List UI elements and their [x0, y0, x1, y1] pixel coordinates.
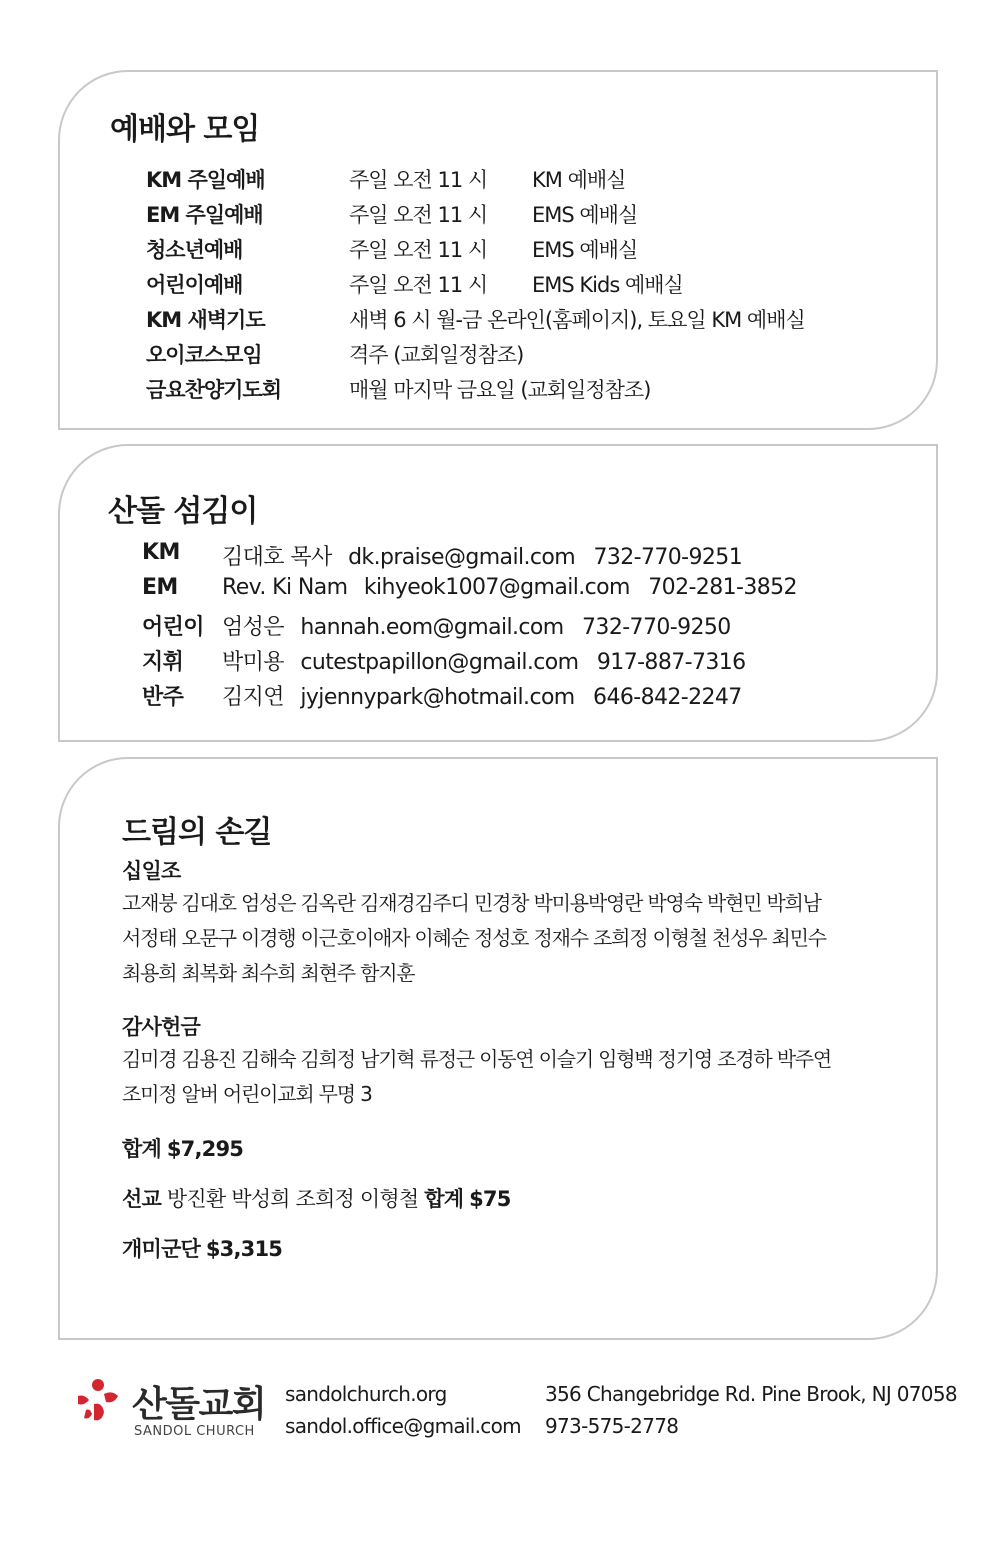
offering-title: 드림의 손길: [122, 815, 272, 850]
worship-place: EMS 예배실: [532, 238, 638, 262]
servant-phone: 702-281-3852: [648, 575, 797, 600]
offering-card: [58, 757, 938, 1340]
servant-email: cutestpapillon@gmail.com: [300, 650, 579, 675]
servant-email: kihyeok1007@gmail.com: [363, 575, 630, 600]
servants-title: 산돌 섬김이: [108, 494, 258, 529]
pioneer-amount: $3,315: [205, 1237, 283, 1261]
worship-time: 새벽 6 시 월-금 온라인(홈페이지), 토요일 KM 예배실: [349, 308, 805, 332]
worship-name: KM 새벽기도: [146, 308, 265, 332]
worship-name: 오이코스모임: [146, 343, 262, 367]
worship-place: KM 예배실: [532, 168, 626, 192]
worship-time: 주일 오전 11 시: [349, 168, 488, 192]
tithe-names: [122, 886, 912, 991]
tithe-line: 최용희 최복화 최수희 최현주 함지훈: [122, 961, 415, 985]
worship-title: 예배와 모임: [110, 112, 260, 147]
mission-label: 선교: [122, 1187, 161, 1211]
worship-name: KM 주일예배: [146, 168, 265, 192]
servant-phone: 732-770-9251: [593, 545, 743, 570]
servant-role: 지휘: [142, 650, 184, 675]
worship-time: 주일 오전 11 시: [349, 238, 488, 262]
worship-name: 어린이예배: [146, 273, 243, 297]
mission-total-label: 합계: [424, 1187, 464, 1211]
worship-card: [58, 70, 938, 430]
mission-amount: $75: [469, 1187, 511, 1211]
pioneer-line: [122, 1233, 282, 1263]
worship-time: 주일 오전 11 시: [349, 273, 488, 297]
thanks-line: 조미정 알버 어린이교회 무명 3: [122, 1082, 372, 1106]
servant-role: EM: [142, 575, 178, 600]
servant-name: 김지연: [222, 685, 284, 710]
servant-name: Rev. Ki Nam: [222, 575, 348, 600]
offering-total: [122, 1133, 243, 1163]
tithe-line: 고재붕 김대호 엄성은 김옥란 김재경김주디 민경창 박미용박영란 박영숙 박현민 박희남: [122, 891, 821, 915]
church-address: 356 Changebridge Rd. Pine Brook, NJ 07058: [545, 1382, 957, 1406]
worship-name: 청소년예배: [146, 238, 243, 262]
office-email-link[interactable]: sandol.office@gmail.com: [285, 1414, 521, 1438]
worship-place: EMS 예배실: [532, 203, 638, 227]
thanks-label: 감사헌금: [122, 1015, 200, 1039]
church-phone: 973-575-2778: [545, 1414, 679, 1438]
servant-role: 어린이: [142, 615, 204, 640]
worship-time: 매월 마지막 금요일 (교회일정참조): [349, 378, 651, 402]
servant-phone: 917-887-7316: [596, 650, 746, 675]
sandol-logo-icon: [74, 1378, 122, 1426]
servants-card: [58, 444, 938, 742]
servant-email: jyjennypark@hotmail.com: [300, 685, 575, 710]
servant-name: 김대호 목사: [222, 545, 332, 570]
servant-email: hannah.eom@gmail.com: [300, 615, 564, 640]
thanks-line: 김미경 김용진 김해숙 김희정 남기혁 류정근 이동연 이슬기 임형백 정기영 조경하 박주연: [122, 1047, 832, 1071]
tithe-line: 서정태 오문구 이경행 이근호이애자 이혜순 정성호 정재수 조희정 이형철 천성우 최민수: [122, 926, 826, 950]
total-amount: $7,295: [166, 1137, 244, 1161]
servant-phone: 732-770-9250: [582, 615, 731, 640]
worship-time: 주일 오전 11 시: [349, 203, 488, 227]
pioneer-label: 개미군단: [122, 1237, 200, 1261]
worship-place: EMS Kids 예배실: [532, 273, 683, 297]
worship-name: EM 주일예배: [146, 203, 263, 227]
servant-name: 엄성은: [222, 615, 284, 640]
servant-email: dk.praise@gmail.com: [348, 545, 576, 570]
mission-line: [122, 1183, 511, 1213]
tithe-label: 십일조: [122, 859, 181, 883]
logo-text: 산돌교회: [132, 1384, 266, 1425]
worship-time: 격주 (교회일정참조): [349, 343, 524, 367]
mission-names: 방진환 박성희 조희정 이형철: [166, 1187, 419, 1211]
servant-role: 반주: [142, 685, 184, 710]
total-label: 합계: [122, 1137, 161, 1161]
thanks-names: [122, 1042, 912, 1112]
worship-name: 금요찬양기도회: [146, 378, 282, 402]
servant-role: KM: [142, 540, 180, 565]
footer: [0, 1360, 1000, 1450]
servant-name: 박미용: [222, 650, 284, 675]
website-link[interactable]: sandolchurch.org: [285, 1382, 447, 1406]
servant-phone: 646-842-2247: [593, 685, 742, 710]
logo-subtitle: SANDOL CHURCH: [134, 1424, 255, 1439]
